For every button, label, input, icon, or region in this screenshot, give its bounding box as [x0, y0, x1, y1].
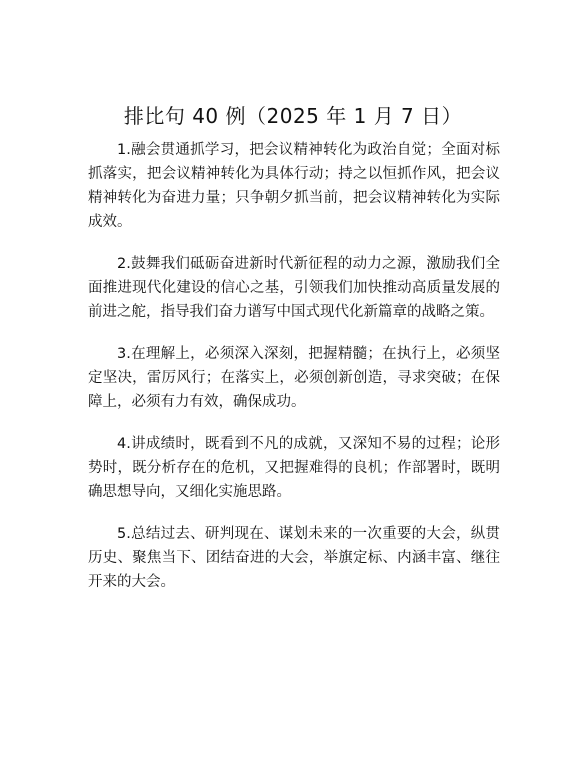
paragraph-3: 3.在理解上，必须深入深刻，把握精髓；在执行上，必须坚定坚决，雷厉风行；在落实上，必须创新创造，寻求突破；在保障上，必须有力有效，确保成功。: [88, 346, 500, 410]
paragraph-1: 1.融会贯通抓学习，把会议精神转化为政治自觉；全面对标抓落实，把会议精神转化为具体行动；持之以恒抓作风，把会议精神转化为奋进力量；只争朝夕抓当前，把会议精神转化为实际成效。: [88, 142, 500, 230]
document-title: 排比句 40 例（2025 年 1 月 7 日）: [123, 104, 463, 128]
paragraph-4: 4.讲成绩时，既看到不凡的成就，又深知不易的过程；论形势时，既分析存在的危机，又把握难得的良机；作部署时，既明确思想导向，又细化实施思路。: [88, 436, 500, 500]
paragraph-5: 5.总结过去、研判现在、谋划未来的一次重要的大会，纵贯历史、聚焦当下、团结奋进的大会，举旗定标、内涵丰富、继往开来的大会。: [88, 526, 500, 590]
document-body: [88, 138, 500, 612]
paragraph-2: 2.鼓舞我们砥砺奋进新时代新征程的动力之源，激励我们全面推进现代化建设的信心之基，引领我们加快推动高质量发展的前进之舵，指导我们奋力谱写中国式现代化新篇章的战略之策。: [88, 256, 500, 320]
